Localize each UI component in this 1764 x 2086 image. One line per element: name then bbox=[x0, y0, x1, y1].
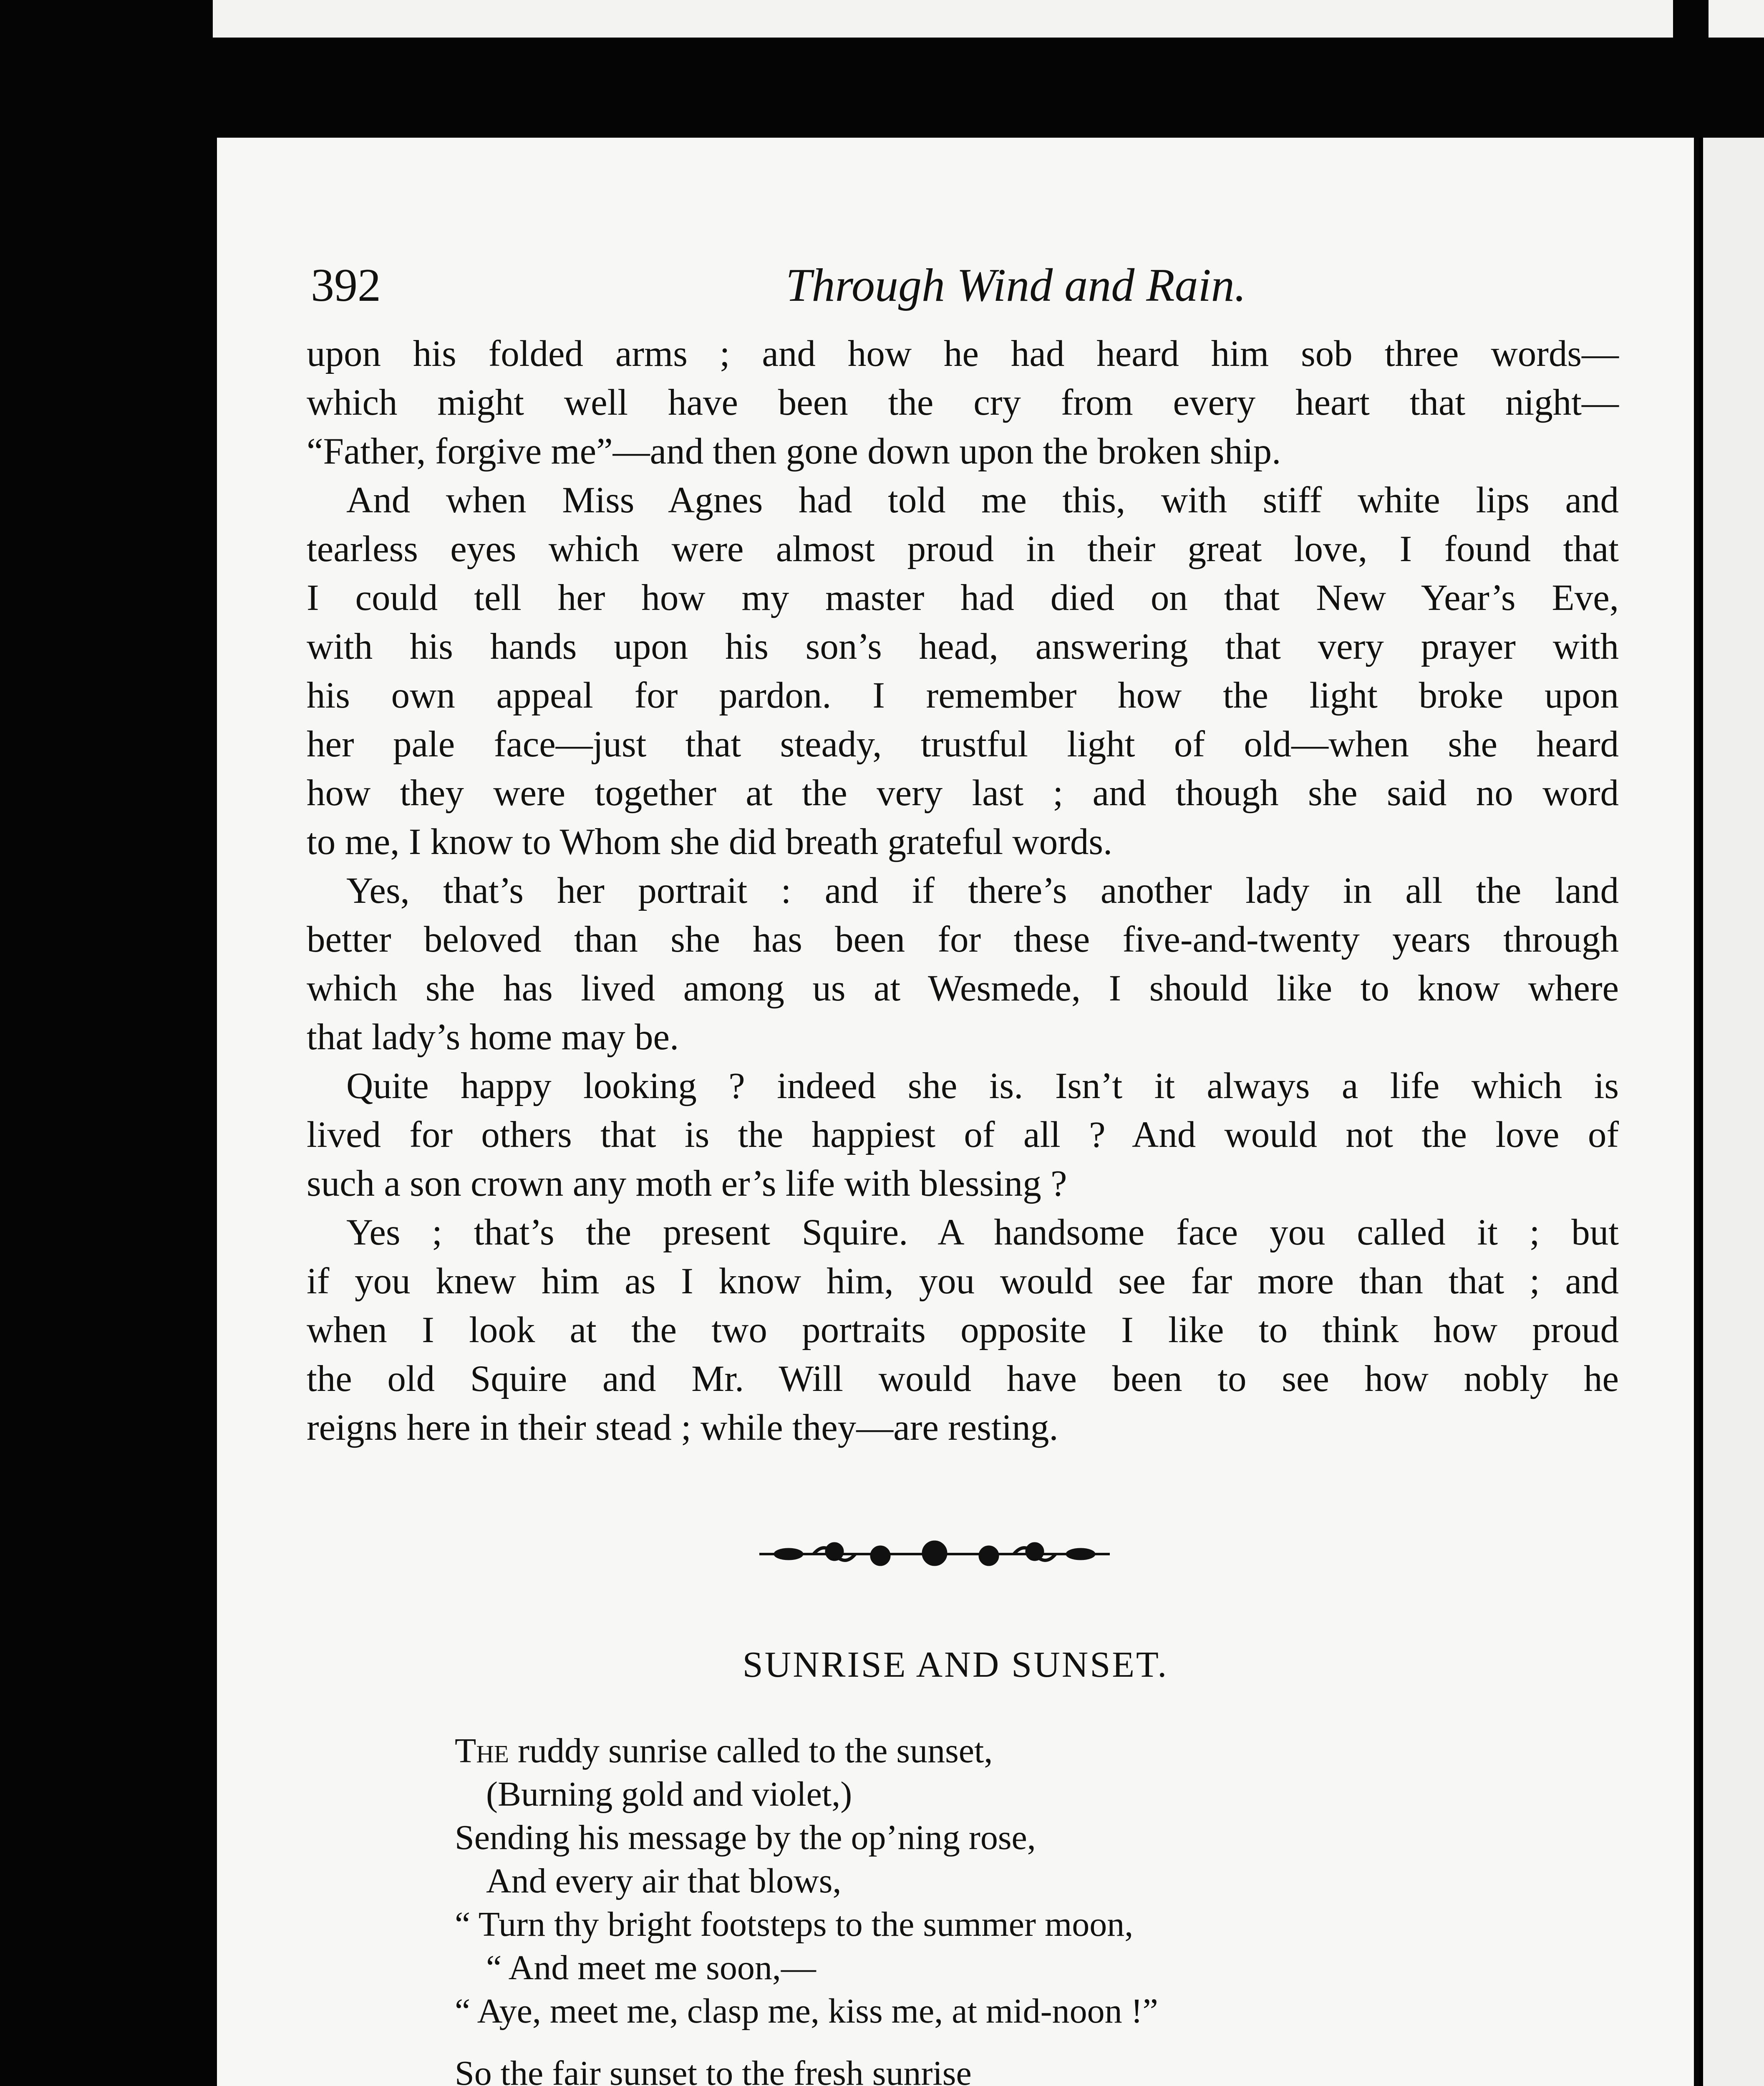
prose-line: tearless eyes which were almost proud in their great love, I found that bbox=[307, 529, 1619, 569]
prose-line: better beloved than she has been for these five-and-twenty years through bbox=[307, 919, 1619, 960]
prose-line: Quite happy looking ? indeed she is. Isn’t it always a life which is bbox=[346, 1066, 1619, 1106]
poem-title: SUNRISE AND SUNSET. bbox=[742, 1645, 1169, 1685]
prose-line: the old Squire and Mr. Will would have been to see how nobly he bbox=[307, 1358, 1619, 1399]
prose-line: which might well have been the cry from every heart that night— bbox=[307, 382, 1619, 423]
poem-line: “ Turn thy bright footsteps to the summer moon, bbox=[455, 1905, 1134, 1944]
prose-line: such a son crown any moth er’s life with blessing ? bbox=[307, 1163, 1067, 1204]
prose-line: which she has lived among us at Wesmede, I should like to know where bbox=[307, 968, 1619, 1009]
prose-line: her pale face—just that steady, trustful light of old—when she heard bbox=[307, 724, 1619, 765]
prose-line: with his hands upon his son’s head, answering that very prayer with bbox=[307, 626, 1619, 667]
prose-line: when I look at the two portraits opposite I like to think how proud bbox=[307, 1310, 1619, 1350]
prose-body bbox=[307, 330, 1619, 1452]
prose-line: Yes ; that’s the present Squire. A handsome face you called it ; but bbox=[346, 1212, 1619, 1253]
adjacent-page-top-strip bbox=[213, 0, 1673, 38]
prose-line: how they were together at the very last ; and though she said no word bbox=[307, 773, 1619, 814]
poem-line: “ And meet me soon,— bbox=[486, 1948, 816, 1987]
poem-line: (Burning gold and violet,) bbox=[486, 1775, 852, 1814]
page-header bbox=[311, 259, 1613, 321]
adjacent-page-top-strip-right bbox=[1709, 0, 1764, 38]
page-number: 392 bbox=[311, 259, 381, 311]
prose-line: upon his folded arms ; and how he had heard him sob three words— bbox=[307, 333, 1619, 374]
prose-line: Yes, that’s her portrait : and if there’s another lady in all the land bbox=[346, 870, 1619, 911]
poem-line: “ Aye, meet me, clasp me, kiss me, at mid-noon !” bbox=[455, 1992, 1158, 2031]
poem-line bbox=[455, 1729, 1456, 1773]
prose-line: his own appeal for pardon. I remember how the light broke upon bbox=[307, 675, 1619, 716]
running-title: Through Wind and Rain. bbox=[786, 259, 1246, 311]
adjacent-page-edge bbox=[1699, 138, 1764, 2086]
poem-line: Sending his message by the op’ning rose, bbox=[455, 1818, 1036, 1857]
prose-line: that lady’s home may be. bbox=[307, 1017, 679, 1058]
prose-line: reigns here in their stead ; while they—are resting. bbox=[307, 1407, 1058, 1448]
prose-line: “Father, forgive me”—and then gone down upon the broken ship. bbox=[307, 431, 1281, 472]
book-page bbox=[217, 138, 1694, 2086]
poem-line: And every air that blows, bbox=[486, 1862, 842, 1900]
section-ornament bbox=[755, 1537, 1114, 1571]
prose-line: to me, I know to Whom she did breath grateful words. bbox=[307, 821, 1113, 862]
poem-line-text: ruddy sunrise called to the sunset, bbox=[517, 1731, 993, 1770]
prose-line: I could tell her how my master had died on that New Year’s Eve, bbox=[307, 577, 1619, 618]
stanza-gap bbox=[455, 2033, 1456, 2052]
prose-line: lived for others that is the happiest of all ? And would not the love of bbox=[307, 1114, 1619, 1155]
poem-line: So the fair sunset to the fresh sunrise bbox=[455, 2054, 972, 2086]
poem-first-word: The bbox=[455, 1731, 509, 1770]
prose-line: if you knew him as I know him, you would see far more than that ; and bbox=[307, 1261, 1619, 1302]
prose-line: And when Miss Agnes had told me this, with stiff white lips and bbox=[346, 480, 1619, 521]
poem-body bbox=[455, 1729, 1456, 2086]
